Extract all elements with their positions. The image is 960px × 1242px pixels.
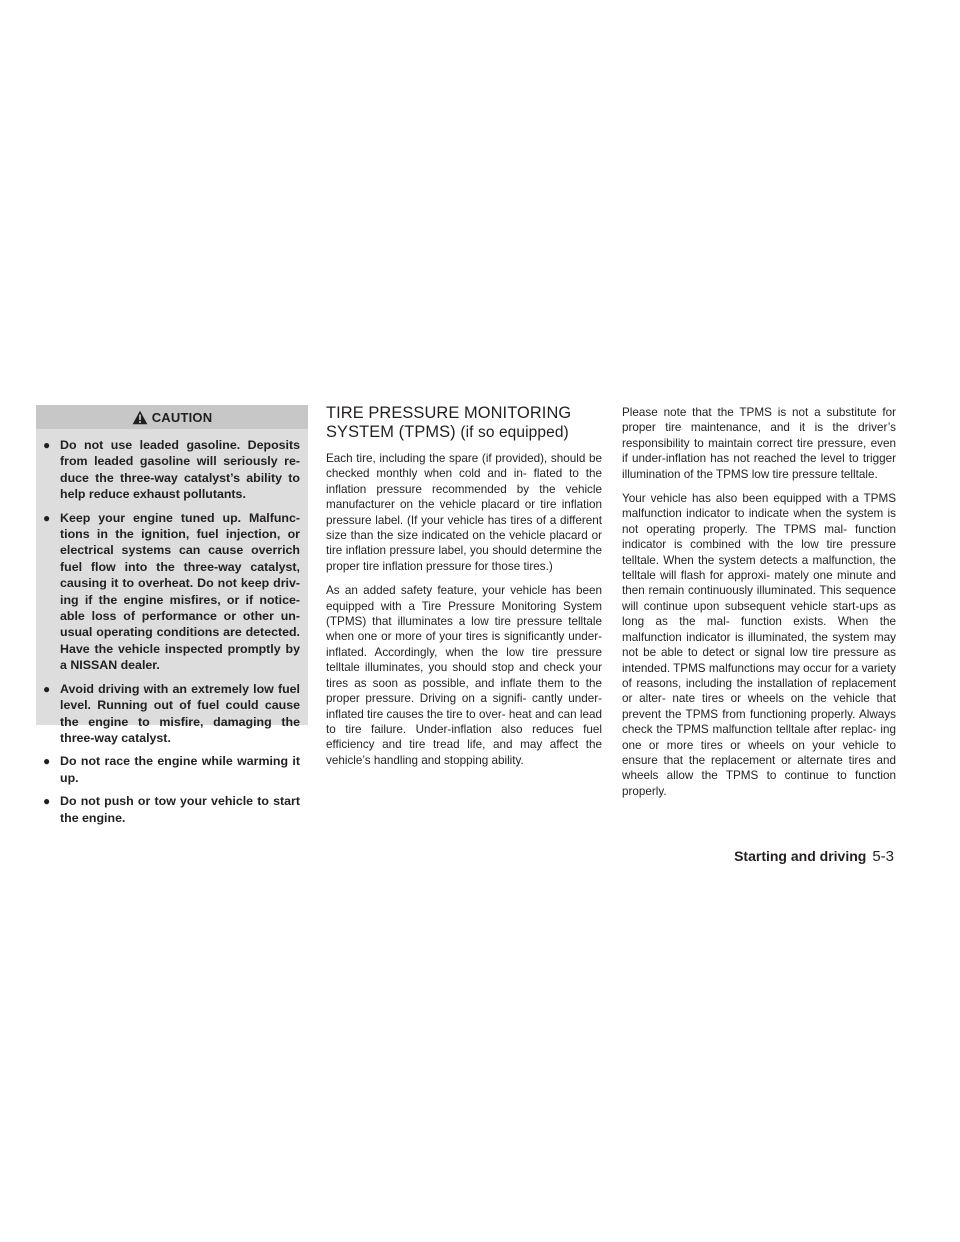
note-paragraph-1: Please note that the TPMS is not a substitute for proper tire maintenance, and it is the driver’s responsibility to maintain correct tire pressure, even if under-inflation has not reached the level to trigger illumination of the TPMS low tire pressure telltale. bbox=[622, 406, 896, 481]
caution-header bbox=[36, 405, 308, 429]
bullet-icon: ● bbox=[43, 510, 51, 525]
caution-item: ● Keep your engine tuned up. Malfunc- tions in the ignition, fuel injection, or electrical systems can cause overrich fuel flow into the three-way catalyst, causing it to overheat. Do not keep driv- ing if the engine misfires, or if notice- able loss of performance or other un- usual operating conditions are detected. Have the vehicle inspected promptly by a NISSAN dealer. bbox=[43, 510, 300, 673]
note-paragraph-2: Your vehicle has also been equipped with a TPMS malfunction indicator to indicate when the system is not operating properly. The TPMS mal- function indicator is combined with the low tire pressure telltale. When the system detects a malfunction, the telltale will flash for approxi- mately one minute and then remain continuously illuminated. This sequence will continue upon subsequent vehicle start-ups as long as the mal- function exists. When the malfunction indicator is illuminated, the system may not be able to detect or signal low tire pressure as intended. TPMS malfunctions may occur for a variety of reasons, including the installation of replacement or alter- nate tires or wheels on the vehicle that prevent the TPMS from functioning properly. Always check the TPMS malfunction telltale after replac- ing one or more tires or wheels on your vehicle to ensure that the replacement or alternate tires and wheels allow the TPMS to continue to function properly. bbox=[622, 492, 896, 798]
bullet-icon: ● bbox=[43, 681, 51, 696]
tpms-paragraph-1: Each tire, including the spare (if provided), should be checked monthly when cold and in- flated to the inflation pressure recommended by the vehicle manufacturer on the vehicle placard or tire inflation pressure label. (If your vehicle has tires of a different size than the size indicated on the vehicle placard or tire inflation pressure label, you should determine the proper tire inflation pressure for those tires.) bbox=[326, 452, 602, 573]
bullet-icon: ● bbox=[43, 754, 51, 769]
footer-section-name: Starting and driving bbox=[734, 848, 867, 864]
warning-triangle-icon bbox=[132, 410, 148, 425]
page-number: 5-3 bbox=[872, 848, 894, 865]
page-footer bbox=[734, 848, 894, 865]
caution-title: CAUTION bbox=[151, 409, 213, 425]
caution-box bbox=[36, 405, 308, 825]
section-title: TIRE PRESSURE MONITORING SYSTEM (TPMS) (if so equipped) bbox=[326, 404, 572, 441]
bullet-icon: ● bbox=[43, 438, 51, 452]
caution-item: ● Do not race the engine while warming it up. bbox=[43, 754, 300, 785]
tpms-paragraph-2: As an added safety feature, your vehicle has been equipped with a Tire Pressure Monitoring System (TPMS) that illuminates a low tire pressure telltale when one or more of your tires is significantly under-inflated. Accordingly, when the low tire pressure telltale illuminates, you should stop and check your tires as soon as possible, and inflate them to the proper pressure. Driving on a signifi- cantly under-inflated tire causes the tire to over- heat and can lead to tire failure. Under-inflation also reduces fuel efficiency and tire tread life, and may affect the vehicle’s handling and stopping ability. bbox=[326, 584, 602, 767]
tpms-notes-column bbox=[622, 405, 896, 808]
caution-item: ● Do not use leaded gasoline. Deposits from leaded gasoline will seriously re- duce the three-way catalyst’s ability to help reduce exhaust pollutants. bbox=[43, 438, 300, 502]
caution-item: ● Avoid driving with an extremely low fuel level. Running out of fuel could cause the engine to misfire, damaging the three-way catalyst. bbox=[43, 681, 300, 745]
caution-list bbox=[36, 429, 308, 826]
bullet-icon: ● bbox=[43, 794, 51, 809]
tpms-section bbox=[326, 404, 602, 777]
caution-item: ● Do not push or tow your vehicle to start the engine. bbox=[43, 794, 300, 825]
